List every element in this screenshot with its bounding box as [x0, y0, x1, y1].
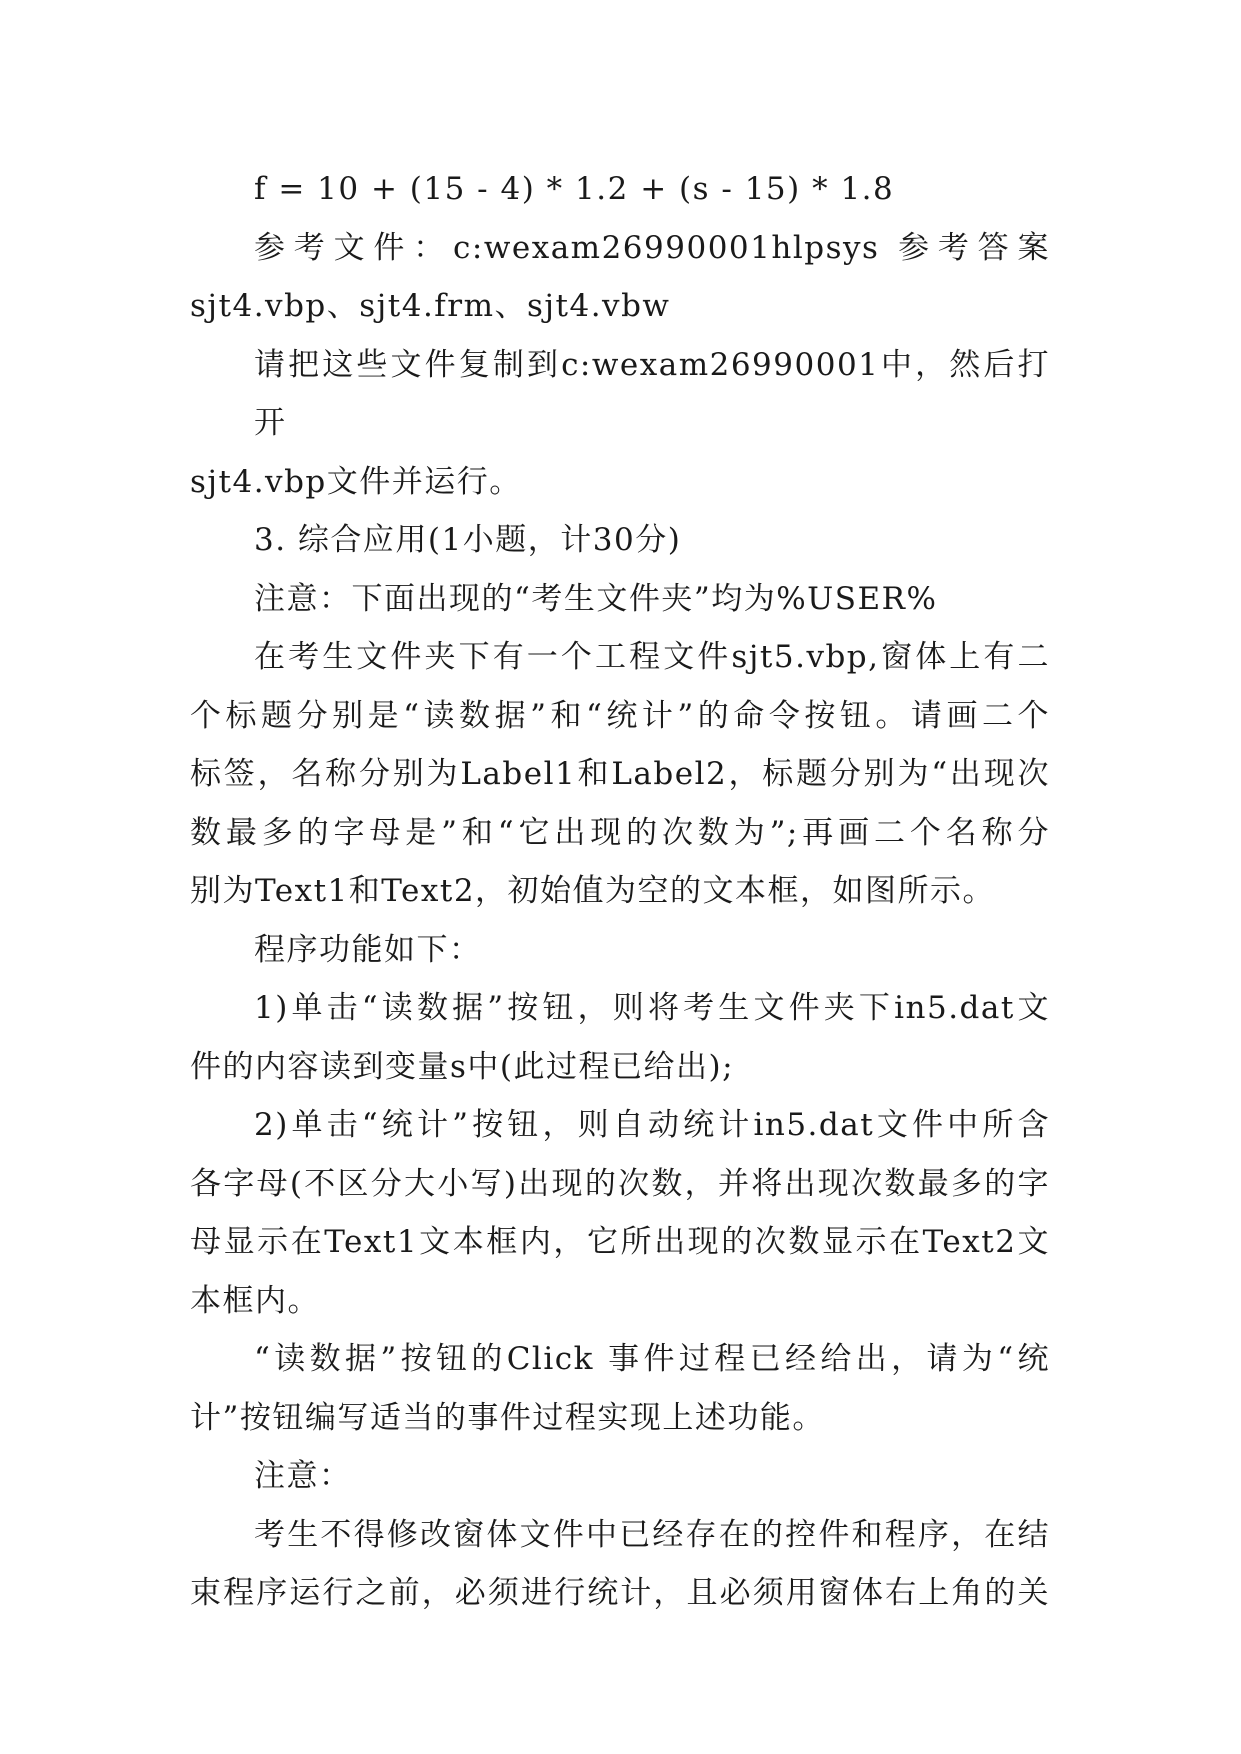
- text-line: 个标题分别是“读数据”和“统计”的命令按钮。请画二个: [190, 697, 1050, 734]
- text-line: 各字母(不区分大小写)出现的次数，并将出现次数最多的字: [190, 1165, 1050, 1202]
- text-line: 注意：: [254, 1458, 352, 1494]
- text-line: 考生不得修改窗体文件中已经存在的控件和程序，在结: [254, 1516, 1050, 1553]
- text-line: 参考文件：c:wexam26990001hlpsys 参考答案: [254, 229, 1050, 266]
- text-line: 束程序运行之前，必须进行统计，且必须用窗体右上角的关: [190, 1575, 1050, 1611]
- text-line: 本框内。: [190, 1282, 320, 1319]
- text-line: 件的内容读到变量s中(此过程已给出);: [190, 1048, 735, 1085]
- text-line: sjt4.vbp、sjt4.frm、sjt4.vbw: [190, 288, 671, 324]
- section-heading: 3. 综合应用(1小题，计30分): [254, 522, 682, 558]
- text-line: 2)单击“统计”按钮，则自动统计in5.dat文件中所含: [254, 1107, 1050, 1143]
- text-line: “读数据”按钮的Click 事件过程已经给出，请为“统: [254, 1341, 1050, 1377]
- text-line: sjt4.vbp文件并运行。: [190, 463, 522, 500]
- document-body: [190, 160, 1050, 1623]
- text-line: 请把这些文件复制到c:wexam26990001中，然后打开: [254, 346, 1050, 441]
- text-line: 标签，名称分别为Label1和Label2，标题分别为“出现次: [190, 756, 1050, 792]
- text-line: 程序功能如下：: [254, 931, 482, 968]
- formula-line: f = 10 + (15 - 4) * 1.2 + (s - 15) * 1.8: [254, 171, 895, 207]
- text-line: 母显示在Text1文本框内，它所出现的次数显示在Text2文: [190, 1224, 1050, 1260]
- text-line: 注意：下面出现的“考生文件夹”均为%USER%: [254, 580, 938, 617]
- text-line: 别为Text1和Text2，初始值为空的文本框，如图所示。: [190, 873, 996, 909]
- text-line: 在考生文件夹下有一个工程文件sjt5.vbp,窗体上有二: [254, 639, 1050, 675]
- text-line: 1)单击“读数据”按钮，则将考生文件夹下in5.dat文: [254, 990, 1050, 1026]
- text-line: 计”按钮编写适当的事件过程实现上述功能。: [190, 1399, 825, 1436]
- text-line: 数最多的字母是”和“它出现的次数为”;再画二个名称分: [190, 814, 1050, 851]
